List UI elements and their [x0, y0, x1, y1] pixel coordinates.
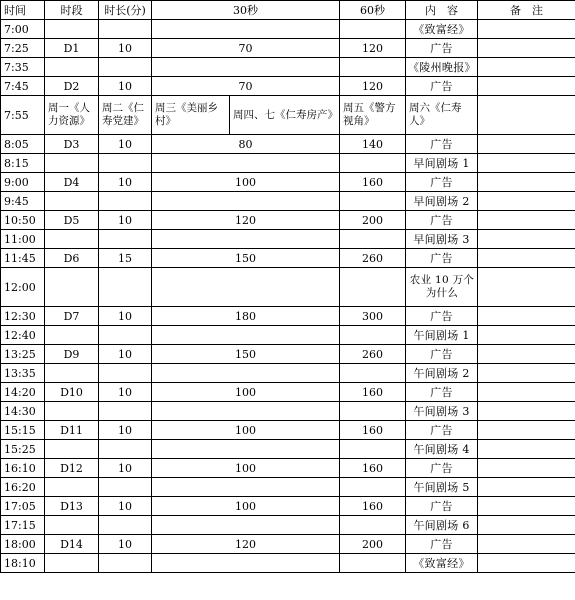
segment-cell — [45, 192, 99, 211]
header-30s: 30秒 — [152, 1, 340, 20]
price-60s-cell: 260 — [340, 345, 406, 364]
duration-cell — [99, 20, 152, 39]
duration-cell: 15 — [99, 249, 152, 268]
time-cell: 8:05 — [1, 135, 45, 154]
price-30s-cell — [152, 326, 340, 345]
price-30s-cell: 180 — [152, 307, 340, 326]
price-30s-cell: 120 — [152, 535, 340, 554]
time-cell: 17:05 — [1, 497, 45, 516]
price-30s-cell — [152, 154, 340, 173]
content-cell: 广告 — [406, 249, 478, 268]
remarks-cell — [478, 135, 575, 154]
duration-cell — [99, 268, 152, 307]
content-cell: 《致富经》 — [406, 554, 478, 573]
price-30s-cell — [152, 478, 340, 497]
time-cell: 11:00 — [1, 230, 45, 249]
duration-cell: 10 — [99, 459, 152, 478]
schedule-row — [1, 249, 575, 268]
content-cell: 广告 — [406, 39, 478, 58]
time-cell: 7:45 — [1, 77, 45, 96]
content-cell: 农业 10 万个为什么 — [406, 268, 478, 307]
content-cell: 早间剧场 1 — [406, 154, 478, 173]
price-60s-cell — [340, 402, 406, 421]
time-cell: 13:25 — [1, 345, 45, 364]
schedule-row — [1, 478, 575, 497]
price-60s-cell — [340, 326, 406, 345]
remarks-cell — [478, 364, 575, 383]
header-segment: 时段 — [45, 1, 99, 20]
time-cell: 7:25 — [1, 39, 45, 58]
content-cell: 广告 — [406, 383, 478, 402]
price-30s-cell: 100 — [152, 173, 340, 192]
time-cell: 13:35 — [1, 364, 45, 383]
duration-cell — [99, 516, 152, 535]
segment-cell: D1 — [45, 39, 99, 58]
price-60s-cell: 160 — [340, 383, 406, 402]
price-60s-cell — [340, 554, 406, 573]
time-cell: 18:10 — [1, 554, 45, 573]
segment-cell: D2 — [45, 77, 99, 96]
price-60s-cell — [340, 516, 406, 535]
price-60s-cell: 140 — [340, 135, 406, 154]
price-30s-cell: 120 — [152, 211, 340, 230]
price-60s-cell — [340, 192, 406, 211]
content-cell: 广告 — [406, 459, 478, 478]
duration-cell: 10 — [99, 421, 152, 440]
duration-cell — [99, 58, 152, 77]
duration-cell — [99, 230, 152, 249]
price-30s-cell — [152, 230, 340, 249]
header-60s: 60秒 — [340, 1, 406, 20]
price-30s-cell: 100 — [152, 421, 340, 440]
duration-cell — [99, 402, 152, 421]
schedule-row — [1, 516, 575, 535]
price-60s-cell — [340, 440, 406, 459]
price-60s-cell: 120 — [340, 39, 406, 58]
content-cell: 《致富经》 — [406, 20, 478, 39]
segment-cell — [45, 402, 99, 421]
content-cell: 早间剧场 2 — [406, 192, 478, 211]
price-60s-cell: 160 — [340, 421, 406, 440]
segment-cell — [45, 230, 99, 249]
time-cell: 15:25 — [1, 440, 45, 459]
price-30s-cell: 100 — [152, 383, 340, 402]
price-60s-cell: 160 — [340, 173, 406, 192]
time-cell: 12:00 — [1, 268, 45, 307]
price-30s-cell: 70 — [152, 77, 340, 96]
segment-cell — [45, 326, 99, 345]
price-30s-cell: 150 — [152, 345, 340, 364]
schedule-row — [1, 230, 575, 249]
duration-cell: 10 — [99, 173, 152, 192]
time-cell: 16:20 — [1, 478, 45, 497]
header-duration: 时长(分) — [99, 1, 152, 20]
price-60s-cell: 300 — [340, 307, 406, 326]
schedule-row — [1, 535, 575, 554]
price-30s-cell — [152, 554, 340, 573]
price-60s-cell — [340, 268, 406, 307]
price-60s-cell: 160 — [340, 459, 406, 478]
time-cell: 14:20 — [1, 383, 45, 402]
duration-cell — [99, 364, 152, 383]
remarks-cell — [478, 20, 575, 39]
content-cell: 广告 — [406, 173, 478, 192]
week-monday: 周一《人力资源》 — [45, 96, 99, 135]
price-30s-cell — [152, 192, 340, 211]
remarks-cell — [478, 535, 575, 554]
content-cell: 午间剧场 4 — [406, 440, 478, 459]
segment-cell: D7 — [45, 307, 99, 326]
time-cell: 10:50 — [1, 211, 45, 230]
schedule-row — [1, 135, 575, 154]
schedule-row — [1, 39, 575, 58]
duration-cell: 10 — [99, 135, 152, 154]
price-30s-cell — [152, 364, 340, 383]
header-row — [1, 1, 575, 20]
time-cell: 18:00 — [1, 535, 45, 554]
header-content: 内 容 — [406, 1, 478, 20]
duration-cell: 10 — [99, 345, 152, 364]
content-cell: 广告 — [406, 135, 478, 154]
price-30s-cell — [152, 268, 340, 307]
price-30s-cell — [152, 58, 340, 77]
week-remarks — [478, 96, 575, 135]
header-time: 时间 — [1, 1, 45, 20]
schedule-row — [1, 383, 575, 402]
content-cell: 午间剧场 5 — [406, 478, 478, 497]
week-saturday: 周六《仁寿人》 — [406, 96, 478, 135]
remarks-cell — [478, 402, 575, 421]
time-cell: 17:15 — [1, 516, 45, 535]
schedule-row — [1, 77, 575, 96]
remarks-cell — [478, 383, 575, 402]
price-60s-cell — [340, 478, 406, 497]
time-cell: 14:30 — [1, 402, 45, 421]
duration-cell: 10 — [99, 307, 152, 326]
segment-cell: D5 — [45, 211, 99, 230]
segment-cell — [45, 58, 99, 77]
time-cell: 7:00 — [1, 20, 45, 39]
duration-cell — [99, 554, 152, 573]
content-cell: 午间剧场 1 — [406, 326, 478, 345]
duration-cell: 10 — [99, 535, 152, 554]
schedule-row — [1, 211, 575, 230]
segment-cell — [45, 20, 99, 39]
week-friday: 周五《警方视角》 — [340, 96, 406, 135]
price-60s-cell — [340, 20, 406, 39]
segment-cell — [45, 554, 99, 573]
duration-cell — [99, 440, 152, 459]
segment-cell: D14 — [45, 535, 99, 554]
content-cell: 早间剧场 3 — [406, 230, 478, 249]
segment-cell: D4 — [45, 173, 99, 192]
duration-cell — [99, 478, 152, 497]
week-thursday-sunday: 周四、七《仁寿房产》 — [230, 96, 340, 135]
price-60s-cell — [340, 154, 406, 173]
duration-cell: 10 — [99, 497, 152, 516]
week-wednesday: 周三《美丽乡村》 — [152, 96, 230, 135]
duration-cell: 10 — [99, 211, 152, 230]
remarks-cell — [478, 58, 575, 77]
price-60s-cell: 160 — [340, 497, 406, 516]
price-30s-cell: 70 — [152, 39, 340, 58]
content-cell: 广告 — [406, 497, 478, 516]
segment-cell: D13 — [45, 497, 99, 516]
price-30s-cell: 100 — [152, 459, 340, 478]
segment-cell — [45, 268, 99, 307]
content-cell: 广告 — [406, 421, 478, 440]
segment-cell — [45, 516, 99, 535]
schedule-row — [1, 421, 575, 440]
content-cell: 广告 — [406, 211, 478, 230]
content-cell: 广告 — [406, 345, 478, 364]
duration-cell — [99, 192, 152, 211]
remarks-cell — [478, 307, 575, 326]
price-60s-cell: 200 — [340, 535, 406, 554]
remarks-cell — [478, 497, 575, 516]
remarks-cell — [478, 516, 575, 535]
weekly-program-row — [1, 96, 575, 135]
remarks-cell — [478, 154, 575, 173]
remarks-cell — [478, 421, 575, 440]
schedule-row — [1, 173, 575, 192]
time-cell: 9:00 — [1, 173, 45, 192]
segment-cell: D3 — [45, 135, 99, 154]
segment-cell — [45, 154, 99, 173]
duration-cell — [99, 326, 152, 345]
remarks-cell — [478, 230, 575, 249]
remarks-cell — [478, 77, 575, 96]
price-30s-cell — [152, 402, 340, 421]
schedule-row — [1, 402, 575, 421]
price-30s-cell — [152, 20, 340, 39]
time-cell: 12:30 — [1, 307, 45, 326]
time-cell: 12:40 — [1, 326, 45, 345]
price-30s-cell: 80 — [152, 135, 340, 154]
schedule-row — [1, 268, 575, 307]
price-60s-cell — [340, 58, 406, 77]
schedule-row — [1, 307, 575, 326]
remarks-cell — [478, 192, 575, 211]
content-cell: 午间剧场 3 — [406, 402, 478, 421]
time-cell: 7:35 — [1, 58, 45, 77]
schedule-row — [1, 554, 575, 573]
segment-cell — [45, 364, 99, 383]
price-60s-cell — [340, 364, 406, 383]
remarks-cell — [478, 211, 575, 230]
content-cell: 午间剧场 6 — [406, 516, 478, 535]
price-30s-cell — [152, 440, 340, 459]
price-60s-cell: 120 — [340, 77, 406, 96]
schedule-row — [1, 58, 575, 77]
remarks-cell — [478, 173, 575, 192]
remarks-cell — [478, 249, 575, 268]
price-30s-cell: 100 — [152, 497, 340, 516]
segment-cell: D6 — [45, 249, 99, 268]
header-remarks: 备 注 — [478, 1, 575, 20]
time-cell: 8:15 — [1, 154, 45, 173]
schedule-row — [1, 364, 575, 383]
duration-cell: 10 — [99, 383, 152, 402]
segment-cell: D12 — [45, 459, 99, 478]
price-60s-cell: 200 — [340, 211, 406, 230]
time-cell: 16:10 — [1, 459, 45, 478]
duration-cell: 10 — [99, 39, 152, 58]
duration-cell: 10 — [99, 77, 152, 96]
remarks-cell — [478, 326, 575, 345]
schedule-row — [1, 192, 575, 211]
price-30s-cell — [152, 516, 340, 535]
remarks-cell — [478, 345, 575, 364]
schedule-row — [1, 345, 575, 364]
content-cell: 广告 — [406, 77, 478, 96]
segment-cell: D9 — [45, 345, 99, 364]
schedule-row — [1, 326, 575, 345]
remarks-cell — [478, 554, 575, 573]
segment-cell: D11 — [45, 421, 99, 440]
remarks-cell — [478, 268, 575, 307]
week-time: 7:55 — [1, 96, 45, 135]
segment-cell — [45, 478, 99, 497]
week-tuesday: 周二《仁寿党建》 — [99, 96, 152, 135]
remarks-cell — [478, 440, 575, 459]
content-cell: 广告 — [406, 535, 478, 554]
remarks-cell — [478, 39, 575, 58]
remarks-cell — [478, 478, 575, 497]
content-cell: 《陵州晚报》 — [406, 58, 478, 77]
schedule-row — [1, 20, 575, 39]
content-cell: 午间剧场 2 — [406, 364, 478, 383]
time-cell: 15:15 — [1, 421, 45, 440]
price-60s-cell — [340, 230, 406, 249]
remarks-cell — [478, 459, 575, 478]
content-cell: 广告 — [406, 307, 478, 326]
schedule-row — [1, 459, 575, 478]
segment-cell: D10 — [45, 383, 99, 402]
price-30s-cell: 150 — [152, 249, 340, 268]
schedule-row — [1, 440, 575, 459]
time-cell: 9:45 — [1, 192, 45, 211]
segment-cell — [45, 440, 99, 459]
duration-cell — [99, 154, 152, 173]
price-60s-cell: 260 — [340, 249, 406, 268]
schedule-row — [1, 497, 575, 516]
time-cell: 11:45 — [1, 249, 45, 268]
schedule-row — [1, 154, 575, 173]
